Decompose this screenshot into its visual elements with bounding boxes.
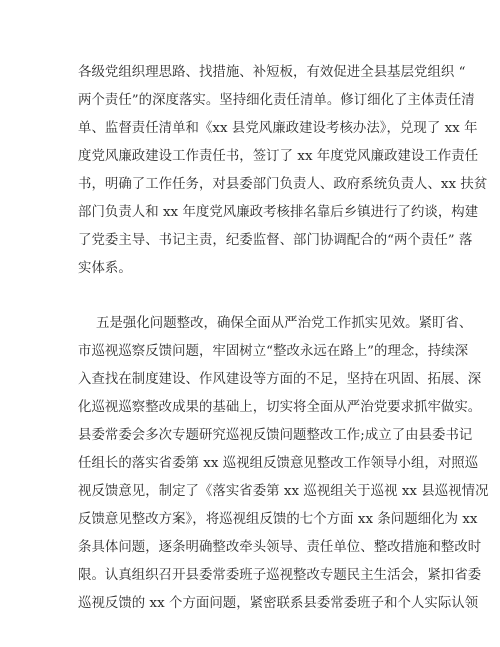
text-line: 任组长的落实省委第 xx 巡视组反馈意见整改工作领导小组，对照巡 — [78, 456, 479, 471]
text-line: 县委常委会多次专题研究巡视反馈问题整改工作;成立了由县委书记 — [78, 428, 473, 443]
text-line: 书，明确了工作任务，对县委部门负责人、政府系统负责人、xx 扶贫 — [78, 177, 488, 192]
text-line: 限。认真组织召开县委常委班子巡视整改专题民主生活会，紧扣省委 — [78, 568, 482, 583]
text-line: 两个责任”的深度落实。坚持细化责任清单。修订细化了主体责任清 — [78, 93, 475, 108]
paragraph-first-line: 五是强化问题整改，确保全面从严治党工作抓实见效。紧盯省、 — [96, 316, 473, 331]
text-line: 视反馈意见，制定了《落实省委第 xx 巡视组关于巡视 xx 县巡视情况 — [78, 484, 489, 499]
text-line: 反馈意见整改方案》，将巡视组反馈的七个方面 xx 条问题细化为 xx — [78, 512, 478, 527]
text-line: 各级党组织理思路、找措施、补短板，有效促进全县基层党组织 “ — [78, 65, 466, 80]
text-line: 了党委主导、书记主责，纪委监督、部门协调配合的“两个责任” 落 — [78, 233, 473, 248]
text-line: 巡视反馈的 xx 个方面问题，紧密联系县委常委班子和个人实际认领 — [78, 596, 479, 611]
text-line: 市巡视巡察反馈问题，牢固树立“整改永远在路上”的理念，持续深 — [78, 344, 469, 359]
text-line: 入查找在制度建设、作风建设等方面的不足，坚持在巩固、拓展、深 — [78, 372, 482, 387]
text-line: 条具体问题，逐条明确整改牵头领导、责任单位、整改措施和整改时 — [78, 540, 482, 555]
text-line: 度党风廉政建设工作责任书，签订了 xx 年度党风廉政建设工作责任 — [78, 149, 479, 164]
text-line: 实体系。 — [78, 261, 132, 276]
text-line: 单、监督责任清单和《xx 县党风廉政建设考核办法》，兑现了 xx 年 — [78, 121, 478, 136]
text-line: 部门负责人和 xx 年度党风廉政考核排名靠后乡镇进行了约谈，构建 — [78, 205, 479, 220]
text-line: 化巡视巡察整改成果的基础上，切实将全面从严治党要求抓牢做实。 — [78, 400, 482, 415]
